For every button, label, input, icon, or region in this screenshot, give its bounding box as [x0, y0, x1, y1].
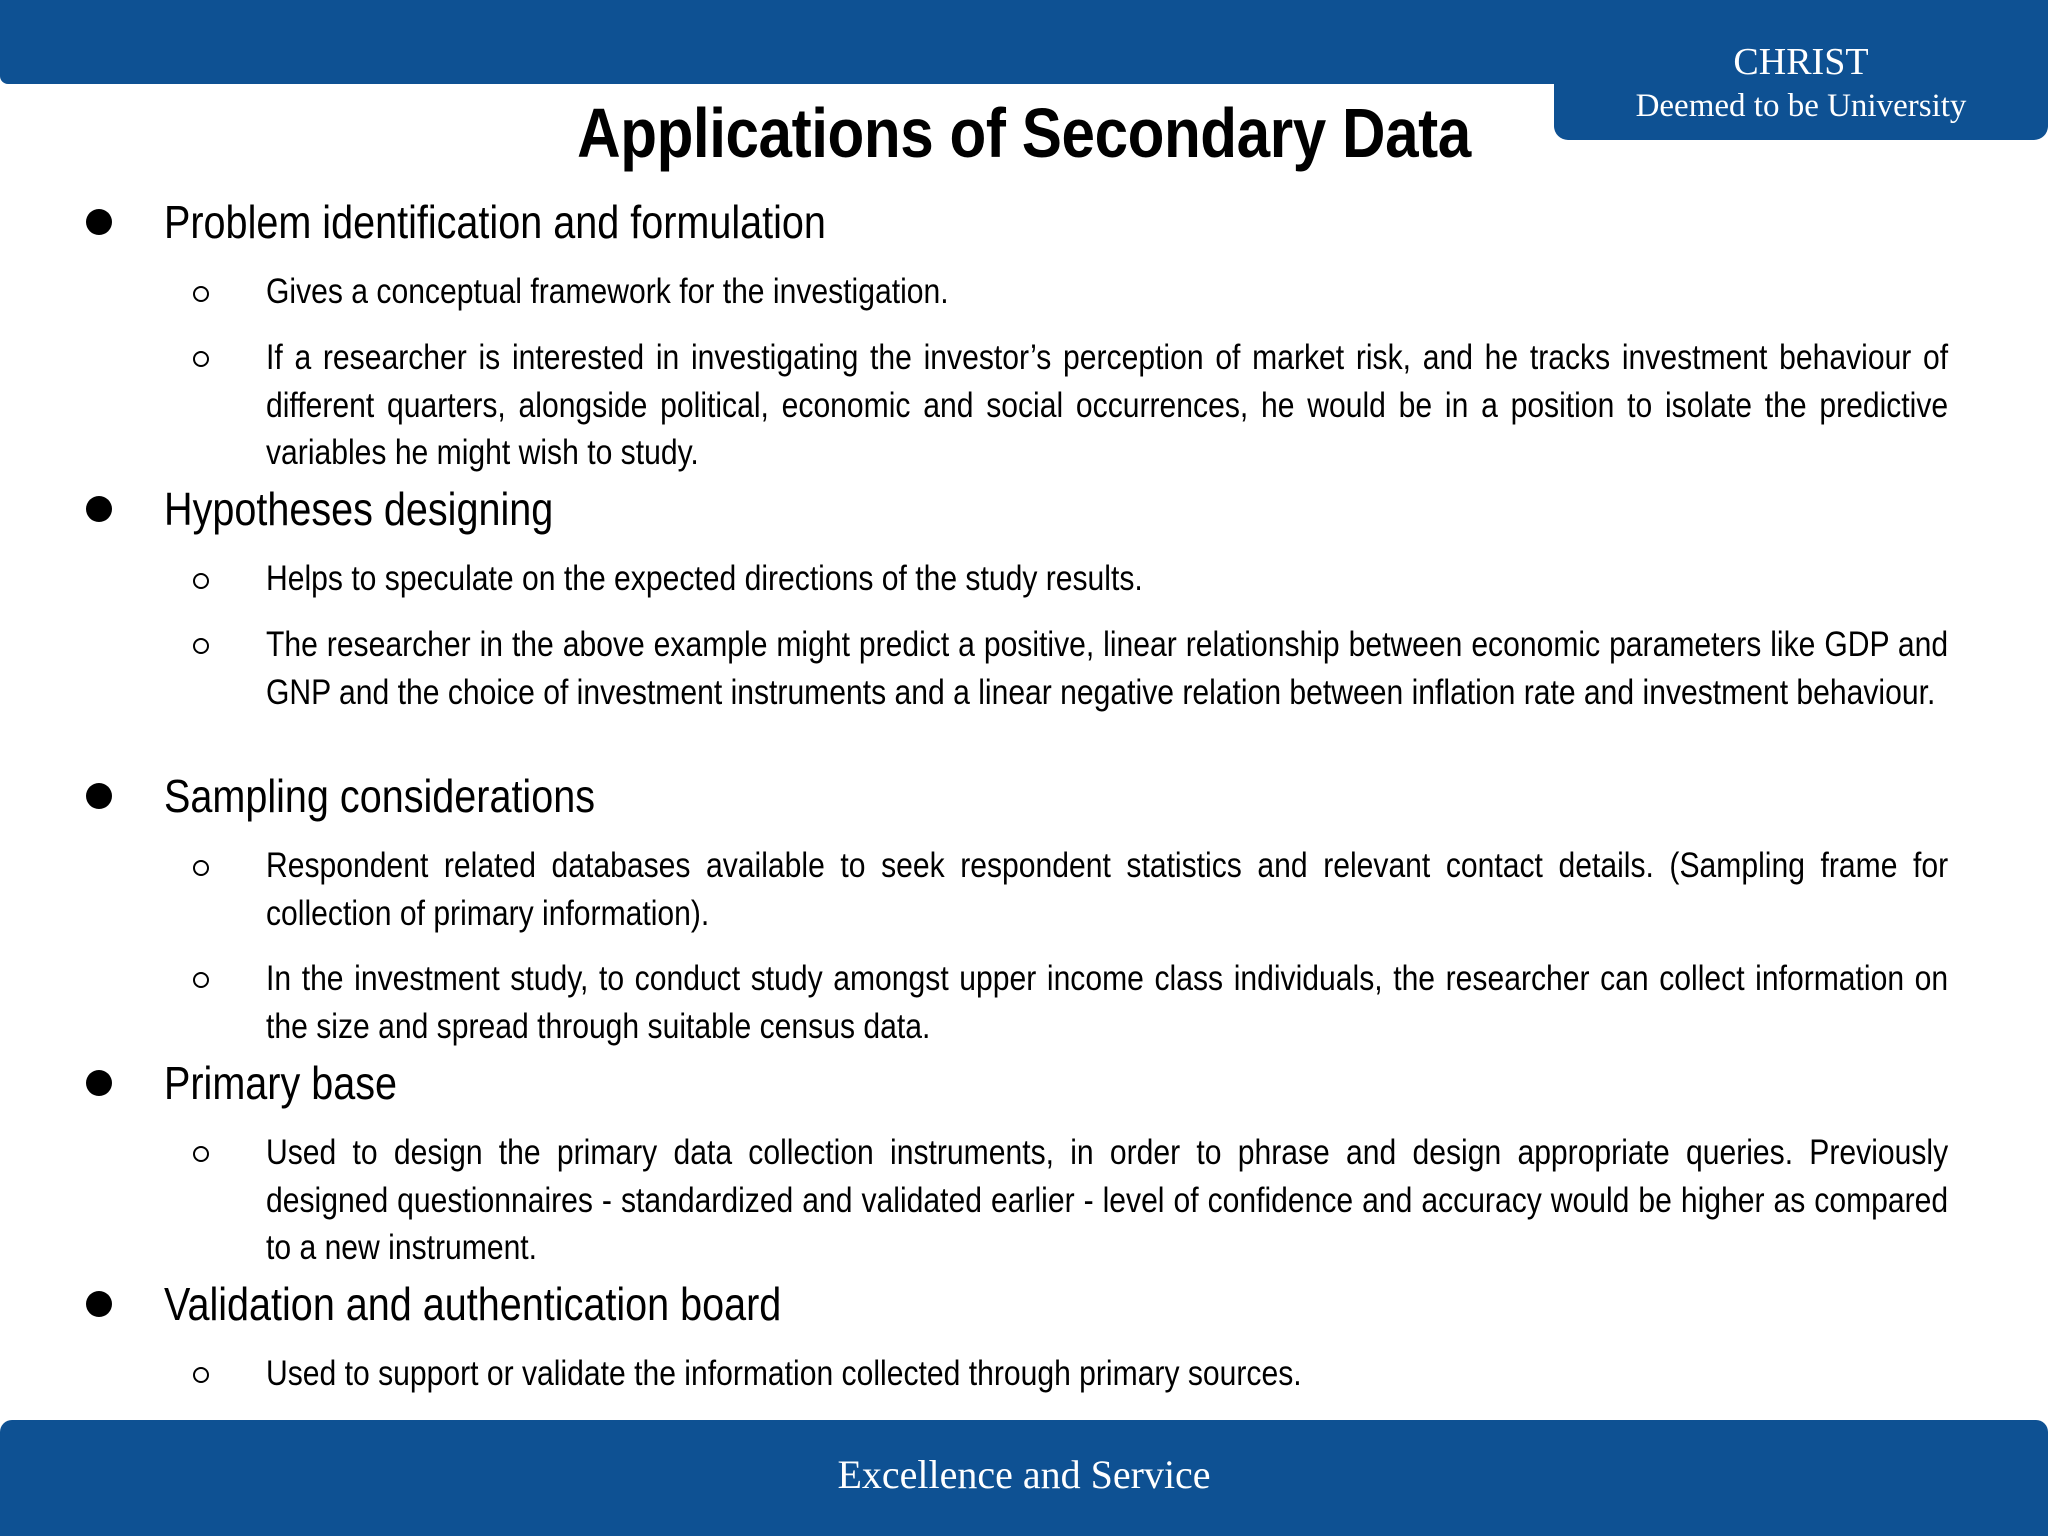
sub-point: The researcher in the above example might predict a positive, linear relationship between economic parameters like GDP and GNP and the choice of investment instruments and a linear negative relation between inflation rate and investment behaviour.	[266, 625, 1949, 712]
section-heading: Problem identification and formulation	[164, 196, 826, 248]
footer-tagline: Excellence and Service	[837, 1452, 1211, 1497]
sub-bullet-icon	[193, 638, 209, 654]
sub-bullet-icon	[193, 351, 209, 367]
sub-point: Used to support or validate the information collected through primary sources.	[266, 1354, 1302, 1393]
sub-bullet-icon	[193, 972, 209, 988]
section-heading: Validation and authentication board	[164, 1278, 782, 1330]
sub-point: Respondent related databases available to seek respondent statistics and relevant contact details. (Sampling frame for collection of primary information).	[266, 846, 1949, 933]
logo-name: CHRIST	[1733, 41, 1869, 83]
bullet-icon	[86, 209, 112, 235]
sub-point: If a researcher is interested in investigating the investor’s perception of market risk, and he tracks investment behaviour of different quarters, alongside political, economic and social occurrences, he would be in a position to isolate the predictive variables he might wish to study.	[266, 338, 1949, 472]
footer-bar	[0, 1420, 2048, 1536]
sub-bullet-icon	[193, 1146, 209, 1162]
section-heading: Sampling considerations	[164, 770, 596, 822]
slide-title: Applications of Secondary Data	[577, 94, 1471, 172]
sub-bullet-icon	[193, 1367, 209, 1383]
bullet-icon	[86, 1070, 112, 1096]
section-heading: Primary base	[164, 1057, 398, 1109]
logo-subtitle: Deemed to be University	[1635, 88, 1967, 124]
sub-bullet-icon	[193, 573, 209, 589]
sub-point: In the investment study, to conduct study amongst upper income class individuals, the researcher can collect information on the size and spread through suitable census data.	[266, 959, 1949, 1046]
bullet-icon	[86, 1291, 112, 1317]
sub-point: Used to design the primary data collection instruments, in order to phrase and design appropriate queries. Previously designed questionnaires - standardized and validated earlier - level of confidence and accuracy would be higher as compared to a new instrument.	[266, 1133, 1949, 1267]
bullet-icon	[86, 496, 112, 522]
sub-point: Gives a conceptual framework for the investigation.	[266, 272, 949, 311]
sub-bullet-icon	[193, 286, 209, 302]
sub-bullet-icon	[193, 860, 209, 876]
section-heading: Hypotheses designing	[164, 483, 554, 535]
bullet-icon	[86, 783, 112, 809]
sub-point: Helps to speculate on the expected directions of the study results.	[266, 559, 1143, 598]
